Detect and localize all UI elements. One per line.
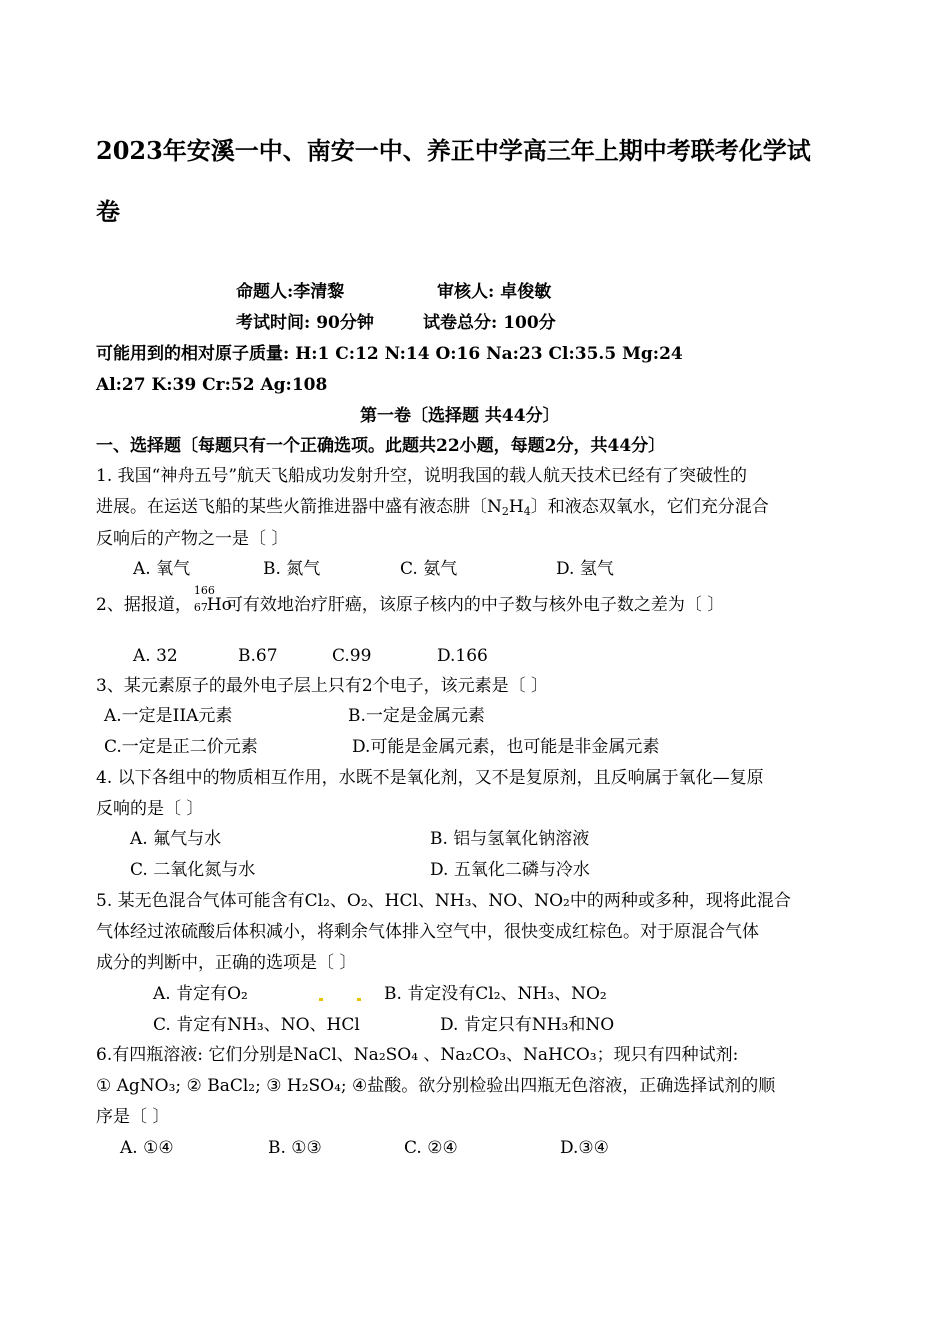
q2-option-a: A. 32 — [133, 646, 178, 666]
q1-option-a: A. 氧气 — [133, 559, 191, 579]
q1-option-d: D. 氢气 — [556, 559, 614, 579]
q2-option-b: B.67 — [238, 646, 278, 666]
author-label: 命题人:李清黎 — [236, 282, 345, 302]
isotope-symbol: Ho — [206, 595, 232, 615]
q3-option-d: D.可能是金属元素，也可能是非金属元素 — [352, 737, 660, 757]
q1-stem-text-b: 〕和液态双氧水，它们充分混合 — [530, 497, 769, 517]
q6-stem-line-2: ① AgNO₃; ② BaCl₂; ③ H₂SO₄; ④盐酸。欲分别检验出四瓶无色溶液，正确选择试剂的顺 — [96, 1076, 776, 1096]
q2-option-c: C.99 — [332, 646, 372, 666]
q3-option-b: B.一定是金属元素 — [348, 706, 485, 726]
q6-stem-line-3: 序是〔 〕 — [96, 1107, 170, 1127]
q3-option-a: A.一定是IIA元素 — [104, 706, 233, 726]
q6-option-c: C. ②④ — [404, 1138, 458, 1158]
atomic-masses-line-1: 可能用到的相对原子质量: H:1 C:12 N:14 O:16 Na:23 Cl:35.5 Mg:24 — [96, 344, 683, 364]
q6-option-b: B. ①③ — [268, 1138, 322, 1158]
q2-prefix: 2、据报道， — [96, 595, 192, 615]
q1-option-c: C. 氨气 — [400, 559, 458, 579]
q4-option-a: A. 氟气与水 — [130, 829, 222, 849]
exam-title-line-1: 2023年安溪一中、南安一中、养正中学高三年上期中考联考化学试 — [96, 136, 811, 165]
holmium-isotope — [192, 584, 232, 617]
q3-option-c: C.一定是正二价元素 — [104, 737, 258, 757]
q4-option-c: C. 二氧化氮与水 — [130, 860, 256, 880]
q1-stem-line-1: 1. 我国“神舟五号”航天飞船成功发射升空，说明我国的载人航天技术已经有了突破性的 — [96, 466, 748, 486]
isotope-mass-number: 166 — [193, 584, 215, 597]
q2-option-d: D.166 — [437, 646, 488, 666]
q2-suffix: 可有效地治疗肝癌，该原子核内的中子数与核外电子数之差为〔 〕 — [225, 595, 725, 615]
q5-option-b: B. 肯定没有Cl₂、NH₃、NO₂ — [384, 984, 607, 1004]
reviewer-label: 审核人: 卓俊敏 — [437, 282, 552, 302]
q5-option-c: C. 肯定有NH₃、NO、HCl — [153, 1015, 360, 1035]
exam-title-line-2: 卷 — [96, 197, 120, 226]
exam-time-label: 考试时间: 90分钟 — [236, 313, 374, 333]
q5-option-a: A. 肯定有O₂ — [153, 984, 248, 1004]
q1-stem-text-a: 进展。在运送飞船的某些火箭推进器中盛有液态肼〔N — [96, 497, 502, 517]
q6-option-d: D.③④ — [560, 1138, 609, 1158]
q5-stem-line-1: 5. 某无色混合气体可能含有Cl₂、O₂、HCl、NH₃、NO、NO₂中的两种或多种，现将此混合 — [96, 891, 791, 911]
part1-instructions: 一、选择题〔每题只有一个正确选项。此题共22小题，每题2分，共44分〕 — [96, 436, 666, 456]
q4-stem-line-2: 反响的是〔 〕 — [96, 799, 204, 819]
q3-stem: 3、某元素原子的最外电子层上只有2个电子，该元素是〔 〕 — [96, 676, 549, 696]
marker-dot — [319, 998, 323, 1001]
marker-dot — [357, 998, 361, 1001]
q2-stem — [96, 584, 725, 617]
q1-stem-line-3: 反响后的产物之一是〔 〕 — [96, 529, 289, 549]
q4-option-b: B. 铝与氢氧化钠溶液 — [430, 829, 590, 849]
q1-h: H — [508, 497, 524, 517]
q5-stem-line-2: 气体经过浓硫酸后体积减小，将剩余气体排入空气中，很快变成红棕色。对于原混合气体 — [96, 922, 759, 942]
total-score-label: 试卷总分: 100分 — [423, 313, 556, 333]
isotope-atomic-number: 67 — [193, 601, 208, 614]
q6-option-a: A. ①④ — [120, 1138, 174, 1158]
q1-stem-line-2 — [96, 495, 769, 519]
q5-stem-line-3: 成分的判断中，正确的选项是〔 〕 — [96, 953, 357, 973]
atomic-masses-line-2: Al:27 K:39 Cr:52 Ag:108 — [96, 375, 328, 395]
q1-sub-4: 4 — [523, 505, 531, 518]
q4-stem-line-1: 4. 以下各组中的物质相互作用，水既不是氧化剂，又不是复原剂，且反响属于氧化—复原 — [96, 768, 764, 788]
q5-option-d: D. 肯定只有NH₃和NO — [440, 1015, 615, 1035]
part1-header: 第一卷〔选择题 共44分〕 — [360, 406, 560, 426]
q1-sub-2: 2 — [501, 505, 509, 518]
q4-option-d: D. 五氧化二磷与冷水 — [430, 860, 590, 880]
q6-stem-line-1: 6.有四瓶溶液: 它们分别是NaCl、Na₂SO₄ 、Na₂CO₃、NaHCO₃；现只有四种试剂: — [96, 1045, 739, 1065]
q1-option-b: B. 氮气 — [263, 559, 321, 579]
